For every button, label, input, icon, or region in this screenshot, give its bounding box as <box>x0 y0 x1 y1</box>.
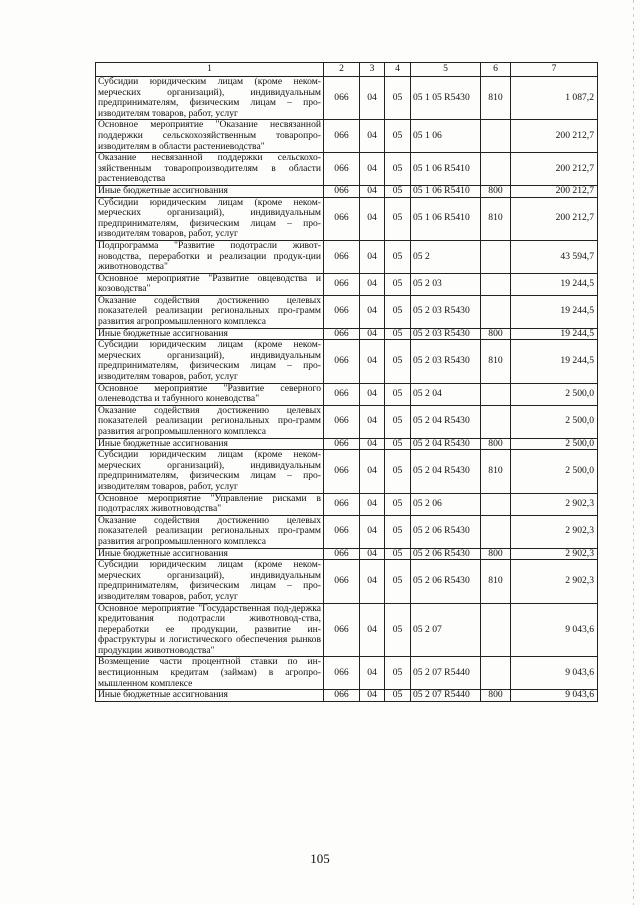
cell-subsection: 05 <box>385 405 411 438</box>
cell-ministry-code: 066 <box>324 603 360 657</box>
header-row <box>96 63 598 77</box>
cell-ministry-code: 066 <box>324 560 360 603</box>
cell-name: Оказание несвязанной поддержки сельскохо-зяйственным товаропроизводителям в области растениеводства <box>96 153 324 186</box>
cell-target-article: 05 2 03 R5430 <box>411 295 481 328</box>
cell-expense-type <box>481 405 511 438</box>
cell-target-article: 05 2 03 <box>411 273 481 295</box>
cell-name: Основное мероприятие "Оказание несвязанной поддержки сельскохозяйственным товаропро-изводителям в области растениеводства" <box>96 120 324 153</box>
table-row <box>96 120 598 153</box>
cell-ministry-code: 066 <box>324 295 360 328</box>
cell-expense-type: 800 <box>481 438 511 450</box>
table-row <box>96 383 598 405</box>
table-row <box>96 328 598 340</box>
cell-expense-type <box>481 603 511 657</box>
table-row <box>96 690 598 702</box>
cell-amount: 2 500,0 <box>511 405 598 438</box>
cell-target-article: 05 2 06 <box>411 493 481 515</box>
cell-name: Субсидии юридическим лицам (кроме неком-мерческих организаций), индивидуальным предпринимателям, физическим лицам – про-изводителям товаров, работ, услуг <box>96 560 324 603</box>
header-col-6: 6 <box>481 63 511 77</box>
cell-expense-type: 800 <box>481 185 511 197</box>
table-row <box>96 450 598 493</box>
cell-name: Иные бюджетные ассигнования <box>96 185 324 197</box>
cell-expense-type: 800 <box>481 690 511 702</box>
cell-name: Оказание содействия достижению целевых показателей реализации региональных про-грамм развития агропромышленного комплекса <box>96 515 324 548</box>
header-col-7: 7 <box>511 63 598 77</box>
cell-target-article: 05 2 06 R5430 <box>411 548 481 560</box>
cell-subsection: 05 <box>385 548 411 560</box>
cell-amount: 9 043,6 <box>511 657 598 690</box>
cell-ministry-code: 066 <box>324 185 360 197</box>
cell-name: Подпрограмма "Развитие подотрасли живот-новодства, переработки и реализации продук-ции животноводства" <box>96 240 324 273</box>
cell-name: Иные бюджетные ассигнования <box>96 438 324 450</box>
cell-target-article: 05 2 07 R5440 <box>411 690 481 702</box>
cell-name: Основное мероприятие "Управление рисками в подотраслях животноводства" <box>96 493 324 515</box>
cell-ministry-code: 066 <box>324 153 360 186</box>
cell-section: 04 <box>360 197 385 240</box>
cell-section: 04 <box>360 77 385 120</box>
cell-section: 04 <box>360 515 385 548</box>
header-col-2: 2 <box>324 63 360 77</box>
cell-section: 04 <box>360 690 385 702</box>
cell-section: 04 <box>360 328 385 340</box>
table-row <box>96 153 598 186</box>
cell-amount: 19 244,5 <box>511 273 598 295</box>
cell-subsection: 05 <box>385 153 411 186</box>
cell-expense-type <box>481 657 511 690</box>
cell-subsection: 05 <box>385 240 411 273</box>
cell-amount: 200 212,7 <box>511 185 598 197</box>
cell-section: 04 <box>360 240 385 273</box>
table-row <box>96 405 598 438</box>
cell-ministry-code: 066 <box>324 197 360 240</box>
cell-amount: 200 212,7 <box>511 153 598 186</box>
table-row <box>96 603 598 657</box>
budget-table <box>95 62 598 702</box>
cell-target-article: 05 2 04 R5430 <box>411 405 481 438</box>
cell-ministry-code: 066 <box>324 405 360 438</box>
cell-name: Субсидии юридическим лицам (кроме неком-мерческих организаций), индивидуальным предпринимателям, физическим лицам – про-изводителям товаров, работ, услуг <box>96 77 324 120</box>
table-row <box>96 340 598 383</box>
cell-amount: 2 902,3 <box>511 493 598 515</box>
cell-target-article: 05 1 05 R5430 <box>411 77 481 120</box>
cell-target-article: 05 2 07 R5440 <box>411 657 481 690</box>
cell-target-article: 05 2 07 <box>411 603 481 657</box>
table-row <box>96 493 598 515</box>
cell-ministry-code: 066 <box>324 438 360 450</box>
cell-section: 04 <box>360 383 385 405</box>
cell-expense-type <box>481 120 511 153</box>
cell-name: Иные бюджетные ассигнования <box>96 548 324 560</box>
cell-target-article: 05 2 06 R5430 <box>411 515 481 548</box>
cell-target-article: 05 1 06 R5410 <box>411 185 481 197</box>
cell-section: 04 <box>360 657 385 690</box>
cell-expense-type <box>481 273 511 295</box>
cell-target-article: 05 2 <box>411 240 481 273</box>
cell-amount: 2 500,0 <box>511 450 598 493</box>
cell-name: Возмещение части процентной ставки по ин-вестиционным кредитам (займам) в агропро-мышленном комплексе <box>96 657 324 690</box>
cell-section: 04 <box>360 560 385 603</box>
cell-amount: 2 500,0 <box>511 383 598 405</box>
cell-expense-type: 800 <box>481 548 511 560</box>
header-col-5: 5 <box>411 63 481 77</box>
table-row <box>96 657 598 690</box>
cell-expense-type: 810 <box>481 560 511 603</box>
table-row <box>96 515 598 548</box>
cell-ministry-code: 066 <box>324 548 360 560</box>
header-col-1: 1 <box>96 63 324 77</box>
cell-target-article: 05 2 06 R5430 <box>411 560 481 603</box>
cell-section: 04 <box>360 153 385 186</box>
table-row <box>96 197 598 240</box>
header-col-4: 4 <box>385 63 411 77</box>
cell-subsection: 05 <box>385 295 411 328</box>
cell-subsection: 05 <box>385 340 411 383</box>
cell-subsection: 05 <box>385 120 411 153</box>
cell-subsection: 05 <box>385 77 411 120</box>
cell-amount: 200 212,7 <box>511 197 598 240</box>
cell-target-article: 05 2 03 R5430 <box>411 328 481 340</box>
table-row <box>96 548 598 560</box>
cell-expense-type <box>481 153 511 186</box>
cell-name: Оказание содействия достижению целевых показателей реализации региональных про-грамм развития агропромышленного комплекса <box>96 295 324 328</box>
cell-target-article: 05 1 06 R5410 <box>411 153 481 186</box>
cell-section: 04 <box>360 493 385 515</box>
cell-subsection: 05 <box>385 493 411 515</box>
table-body <box>96 77 598 702</box>
cell-expense-type <box>481 240 511 273</box>
cell-name: Субсидии юридическим лицам (кроме неком-мерческих организаций), индивидуальным предпринимателям, физическим лицам – про-изводителям товаров, работ, услуг <box>96 340 324 383</box>
table-row <box>96 295 598 328</box>
cell-expense-type: 800 <box>481 328 511 340</box>
cell-amount: 19 244,5 <box>511 340 598 383</box>
cell-expense-type: 810 <box>481 77 511 120</box>
cell-ministry-code: 066 <box>324 273 360 295</box>
cell-subsection: 05 <box>385 185 411 197</box>
cell-amount: 1 087,2 <box>511 77 598 120</box>
page-number: 105 <box>310 851 330 866</box>
cell-subsection: 05 <box>385 273 411 295</box>
cell-subsection: 05 <box>385 515 411 548</box>
cell-section: 04 <box>360 603 385 657</box>
table-row <box>96 77 598 120</box>
cell-subsection: 05 <box>385 383 411 405</box>
cell-ministry-code: 066 <box>324 120 360 153</box>
cell-ministry-code: 066 <box>324 450 360 493</box>
cell-amount: 19 244,5 <box>511 328 598 340</box>
table-row <box>96 185 598 197</box>
cell-amount: 9 043,6 <box>511 690 598 702</box>
cell-name: Основное мероприятие "Развитие овцеводства и козоводства" <box>96 273 324 295</box>
cell-section: 04 <box>360 548 385 560</box>
cell-ministry-code: 066 <box>324 383 360 405</box>
cell-expense-type: 810 <box>481 197 511 240</box>
cell-subsection: 05 <box>385 690 411 702</box>
cell-expense-type <box>481 383 511 405</box>
cell-target-article: 05 1 06 R5410 <box>411 197 481 240</box>
cell-target-article: 05 2 03 R5430 <box>411 340 481 383</box>
cell-amount: 2 902,3 <box>511 548 598 560</box>
cell-ministry-code: 066 <box>324 690 360 702</box>
cell-amount: 43 594,7 <box>511 240 598 273</box>
cell-subsection: 05 <box>385 450 411 493</box>
cell-ministry-code: 066 <box>324 240 360 273</box>
cell-target-article: 05 2 04 R5430 <box>411 450 481 493</box>
cell-target-article: 05 1 06 <box>411 120 481 153</box>
cell-ministry-code: 066 <box>324 493 360 515</box>
cell-amount: 2 902,3 <box>511 560 598 603</box>
cell-name: Субсидии юридическим лицам (кроме неком-мерческих организаций), индивидуальным предпринимателям, физическим лицам – про-изводителям товаров, работ, услуг <box>96 450 324 493</box>
cell-target-article: 05 2 04 R5430 <box>411 438 481 450</box>
cell-amount: 200 212,7 <box>511 120 598 153</box>
cell-subsection: 05 <box>385 438 411 450</box>
cell-section: 04 <box>360 340 385 383</box>
cell-amount: 19 244,5 <box>511 295 598 328</box>
cell-section: 04 <box>360 405 385 438</box>
cell-name: Субсидии юридическим лицам (кроме неком-мерческих организаций), индивидуальным предпринимателям, физическим лицам – про-изводителям товаров, работ, услуг <box>96 197 324 240</box>
cell-name: Основное мероприятие "Развитие северного оленеводства и табунного коневодства" <box>96 383 324 405</box>
cell-expense-type <box>481 493 511 515</box>
cell-section: 04 <box>360 295 385 328</box>
cell-section: 04 <box>360 438 385 450</box>
cell-ministry-code: 066 <box>324 657 360 690</box>
cell-ministry-code: 066 <box>324 515 360 548</box>
cell-name: Оказание содействия достижению целевых показателей реализации региональных про-грамм развития агропромышленного комплекса <box>96 405 324 438</box>
cell-section: 04 <box>360 120 385 153</box>
cell-expense-type <box>481 515 511 548</box>
cell-target-article: 05 2 04 <box>411 383 481 405</box>
table-row <box>96 273 598 295</box>
cell-ministry-code: 066 <box>324 340 360 383</box>
table-row <box>96 240 598 273</box>
cell-name: Иные бюджетные ассигнования <box>96 328 324 340</box>
cell-subsection: 05 <box>385 657 411 690</box>
cell-ministry-code: 066 <box>324 77 360 120</box>
header-col-3: 3 <box>360 63 385 77</box>
cell-amount: 2 500,0 <box>511 438 598 450</box>
cell-subsection: 05 <box>385 603 411 657</box>
cell-name: Иные бюджетные ассигнования <box>96 690 324 702</box>
cell-amount: 2 902,3 <box>511 515 598 548</box>
cell-expense-type: 810 <box>481 340 511 383</box>
cell-section: 04 <box>360 185 385 197</box>
cell-subsection: 05 <box>385 560 411 603</box>
cell-subsection: 05 <box>385 197 411 240</box>
table-row <box>96 560 598 603</box>
cell-name: Основное мероприятие "Государственная под-держка кредитования подотрасли животновод-ства, переработки ее продукции, развитие ин-фраструктуры и логистического обеспечения рынков продукции животноводства" <box>96 603 324 657</box>
cell-amount: 9 043,6 <box>511 603 598 657</box>
table-row <box>96 438 598 450</box>
cell-expense-type: 810 <box>481 450 511 493</box>
cell-section: 04 <box>360 450 385 493</box>
scan-edge-decoration <box>633 0 634 905</box>
cell-ministry-code: 066 <box>324 328 360 340</box>
table-header <box>96 63 598 77</box>
cell-section: 04 <box>360 273 385 295</box>
cell-expense-type <box>481 295 511 328</box>
cell-subsection: 05 <box>385 328 411 340</box>
